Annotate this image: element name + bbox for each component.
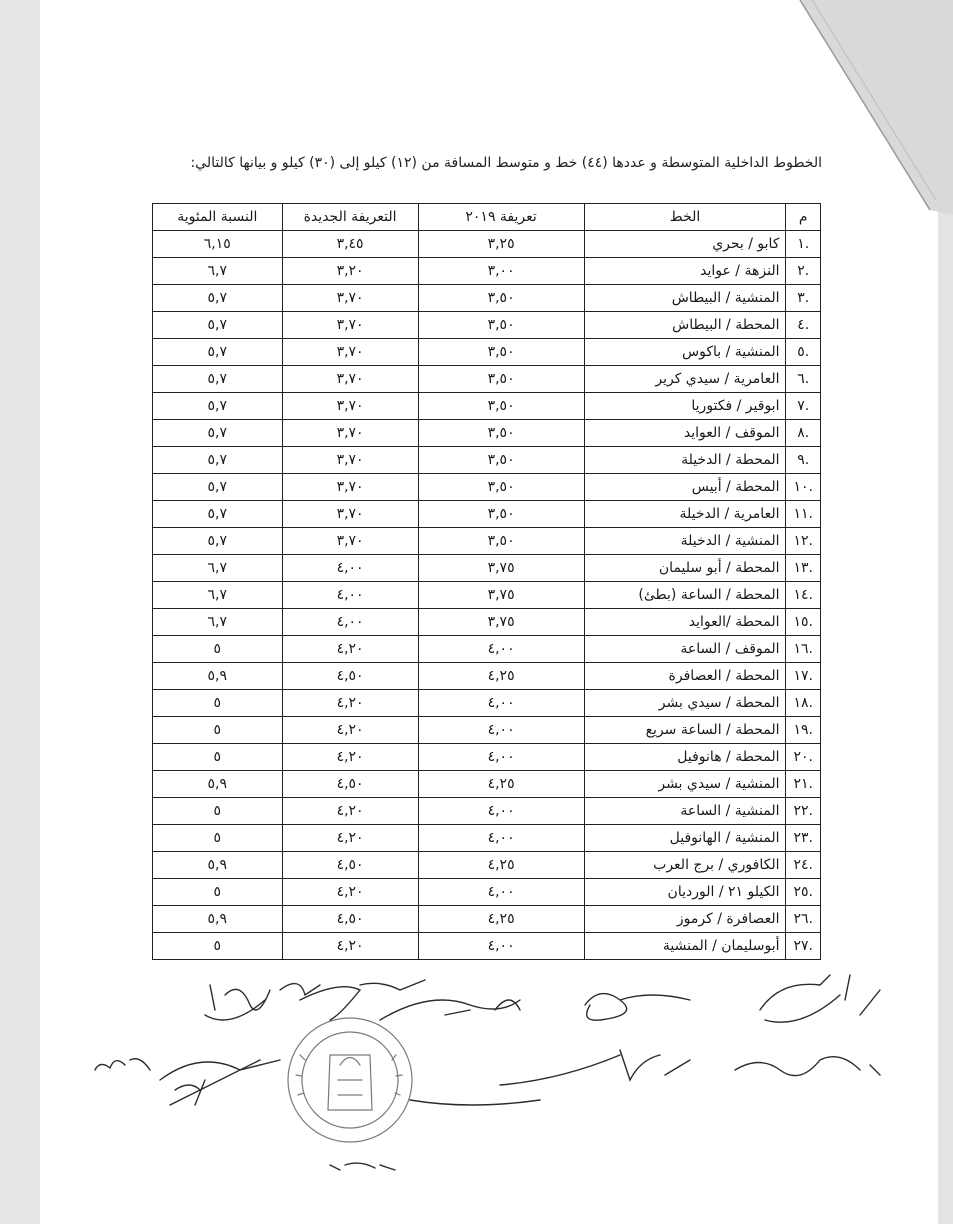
- row-number: .٤: [786, 312, 821, 339]
- row-fare-2019: ٤,٠٠: [418, 798, 584, 825]
- row-fare-2019: ٤,٠٠: [418, 636, 584, 663]
- row-percentage: ٥,٧: [153, 447, 283, 474]
- row-number: .١١: [786, 501, 821, 528]
- row-percentage: ٥,٧: [153, 339, 283, 366]
- row-new-fare: ٣,٧٠: [282, 285, 418, 312]
- row-line-name: العامرية / الدخيلة: [584, 501, 786, 528]
- table-row: [153, 285, 821, 312]
- row-new-fare: ٤,٠٠: [282, 582, 418, 609]
- row-number: .٢: [786, 258, 821, 285]
- row-line-name: المحطة / أبو سليمان: [584, 555, 786, 582]
- table-row: [153, 744, 821, 771]
- table-row: [153, 528, 821, 555]
- table-row: [153, 609, 821, 636]
- table-row: [153, 906, 821, 933]
- row-number: .٢٤: [786, 852, 821, 879]
- row-percentage: ٥: [153, 933, 283, 960]
- row-fare-2019: ٣,٥٠: [418, 366, 584, 393]
- signatures-and-seal: [0, 960, 953, 1200]
- row-new-fare: ٤,٢٠: [282, 690, 418, 717]
- row-number: .١٦: [786, 636, 821, 663]
- row-number: .١٠: [786, 474, 821, 501]
- row-line-name: النزهة / عوايد: [584, 258, 786, 285]
- header-fare-2019: تعريفة ٢٠١٩: [418, 204, 584, 231]
- row-new-fare: ٣,٤٥: [282, 231, 418, 258]
- row-line-name: المحطة / هانوفيل: [584, 744, 786, 771]
- row-number: .١٨: [786, 690, 821, 717]
- table-row: [153, 636, 821, 663]
- row-new-fare: ٣,٧٠: [282, 339, 418, 366]
- table-row: [153, 717, 821, 744]
- row-new-fare: ٣,٧٠: [282, 447, 418, 474]
- table-row: [153, 501, 821, 528]
- row-new-fare: ٣,٧٠: [282, 366, 418, 393]
- row-fare-2019: ٤,٠٠: [418, 933, 584, 960]
- fare-table: [152, 203, 821, 960]
- row-line-name: المحطة / العصافرة: [584, 663, 786, 690]
- row-number: .١٣: [786, 555, 821, 582]
- row-line-name: المحطة / الدخيلة: [584, 447, 786, 474]
- header-percentage: النسبة المئوية: [153, 204, 283, 231]
- row-number: .٥: [786, 339, 821, 366]
- row-percentage: ٥: [153, 825, 283, 852]
- row-percentage: ٥: [153, 744, 283, 771]
- table-header-row: [153, 204, 821, 231]
- row-percentage: ٥: [153, 717, 283, 744]
- row-number: .١٩: [786, 717, 821, 744]
- row-line-name: الموقف / الساعة: [584, 636, 786, 663]
- table-row: [153, 933, 821, 960]
- row-number: .١٥: [786, 609, 821, 636]
- row-fare-2019: ٣,٥٠: [418, 312, 584, 339]
- row-number: .٣: [786, 285, 821, 312]
- row-percentage: ٥: [153, 636, 283, 663]
- row-line-name: العامرية / سيدي كرير: [584, 366, 786, 393]
- row-fare-2019: ٣,٥٠: [418, 420, 584, 447]
- row-new-fare: ٤,٢٠: [282, 933, 418, 960]
- row-percentage: ٥: [153, 798, 283, 825]
- row-line-name: الكافوري / برج العرب: [584, 852, 786, 879]
- row-new-fare: ٣,٧٠: [282, 501, 418, 528]
- row-fare-2019: ٣,٧٥: [418, 609, 584, 636]
- row-number: .٢٣: [786, 825, 821, 852]
- row-percentage: ٥,٧: [153, 420, 283, 447]
- row-fare-2019: ٣,٥٠: [418, 339, 584, 366]
- table-row: [153, 231, 821, 258]
- row-number: .٢٦: [786, 906, 821, 933]
- row-percentage: ٥,٩: [153, 771, 283, 798]
- official-seal: [288, 1018, 412, 1142]
- row-fare-2019: ٤,٢٥: [418, 852, 584, 879]
- table-row: [153, 879, 821, 906]
- row-line-name: كابو / بحري: [584, 231, 786, 258]
- table-row: [153, 690, 821, 717]
- row-fare-2019: ٤,٠٠: [418, 744, 584, 771]
- row-number: .٢٧: [786, 933, 821, 960]
- row-percentage: ٥,٧: [153, 501, 283, 528]
- row-percentage: ٥,٧: [153, 474, 283, 501]
- row-line-name: الكيلو ٢١ / الورديان: [584, 879, 786, 906]
- table-row: [153, 447, 821, 474]
- row-percentage: ٦,١٥: [153, 231, 283, 258]
- row-line-name: أبوسليمان / المنشية: [584, 933, 786, 960]
- row-new-fare: ٣,٧٠: [282, 474, 418, 501]
- row-fare-2019: ٣,٥٠: [418, 528, 584, 555]
- row-percentage: ٥,٧: [153, 285, 283, 312]
- row-number: .١٤: [786, 582, 821, 609]
- row-new-fare: ٣,٧٠: [282, 420, 418, 447]
- row-new-fare: ٤,٢٠: [282, 825, 418, 852]
- table-row: [153, 663, 821, 690]
- table-row: [153, 798, 821, 825]
- row-line-name: المحطة / البيطاش: [584, 312, 786, 339]
- table-row: [153, 393, 821, 420]
- row-number: .٨: [786, 420, 821, 447]
- row-new-fare: ٤,٢٠: [282, 717, 418, 744]
- row-percentage: ٥: [153, 690, 283, 717]
- row-fare-2019: ٣,٧٥: [418, 555, 584, 582]
- row-fare-2019: ٤,٠٠: [418, 879, 584, 906]
- table-row: [153, 312, 821, 339]
- row-fare-2019: ٤,٠٠: [418, 825, 584, 852]
- row-percentage: ٥,٧: [153, 393, 283, 420]
- row-new-fare: ٤,٠٠: [282, 609, 418, 636]
- document-heading: الخطوط الداخلية المتوسطة و عددها (٤٤) خط و متوسط المسافة من (١٢) كيلو إلى (٣٠) كيلو و بيانها كالتالي:: [190, 155, 822, 171]
- row-new-fare: ٤,٥٠: [282, 906, 418, 933]
- header-number: م: [786, 204, 821, 231]
- row-fare-2019: ٤,٠٠: [418, 717, 584, 744]
- row-percentage: ٥,٩: [153, 663, 283, 690]
- row-number: .٧: [786, 393, 821, 420]
- row-fare-2019: ٤,٢٥: [418, 771, 584, 798]
- table-row: [153, 339, 821, 366]
- row-percentage: ٦,٧: [153, 258, 283, 285]
- row-fare-2019: ٣,٥٠: [418, 393, 584, 420]
- row-number: .٢١: [786, 771, 821, 798]
- row-line-name: الموقف / العوايد: [584, 420, 786, 447]
- row-percentage: ٥,٩: [153, 852, 283, 879]
- row-new-fare: ٤,٢٠: [282, 798, 418, 825]
- table-row: [153, 852, 821, 879]
- row-number: .٢٢: [786, 798, 821, 825]
- row-new-fare: ٤,٢٠: [282, 879, 418, 906]
- row-percentage: ٥,٧: [153, 312, 283, 339]
- row-percentage: ٦,٧: [153, 555, 283, 582]
- row-fare-2019: ٣,٥٠: [418, 285, 584, 312]
- row-fare-2019: ٤,٢٥: [418, 906, 584, 933]
- row-line-name: المنشية / البيطاش: [584, 285, 786, 312]
- header-new-fare: التعريفة الجديدة: [282, 204, 418, 231]
- row-number: .٢٠: [786, 744, 821, 771]
- row-fare-2019: ٣,٥٠: [418, 447, 584, 474]
- row-fare-2019: ٤,٠٠: [418, 690, 584, 717]
- table-row: [153, 474, 821, 501]
- table-row: [153, 582, 821, 609]
- row-line-name: المنشية / باكوس: [584, 339, 786, 366]
- header-line: الخط: [584, 204, 786, 231]
- row-number: .٦: [786, 366, 821, 393]
- row-line-name: المحطة / الساعة سريع: [584, 717, 786, 744]
- row-fare-2019: ٣,٥٠: [418, 501, 584, 528]
- row-percentage: ٥,٧: [153, 528, 283, 555]
- table-row: [153, 555, 821, 582]
- table-row: [153, 258, 821, 285]
- table-row: [153, 825, 821, 852]
- row-line-name: المحطة /العوايد: [584, 609, 786, 636]
- row-line-name: المنشية / سيدي بشر: [584, 771, 786, 798]
- row-line-name: المحطة / سيدي بشر: [584, 690, 786, 717]
- row-number: .١: [786, 231, 821, 258]
- row-percentage: ٥,٩: [153, 906, 283, 933]
- table-row: [153, 420, 821, 447]
- row-new-fare: ٤,٠٠: [282, 555, 418, 582]
- row-percentage: ٦,٧: [153, 609, 283, 636]
- row-new-fare: ٣,٢٠: [282, 258, 418, 285]
- row-new-fare: ٣,٧٠: [282, 528, 418, 555]
- row-number: .١٧: [786, 663, 821, 690]
- table-row: [153, 771, 821, 798]
- row-line-name: المنشية / الهانوفيل: [584, 825, 786, 852]
- row-line-name: المحطة / أبيس: [584, 474, 786, 501]
- table-row: [153, 366, 821, 393]
- row-fare-2019: ٣,٠٠: [418, 258, 584, 285]
- row-fare-2019: ٣,٢٥: [418, 231, 584, 258]
- row-number: .٢٥: [786, 879, 821, 906]
- row-fare-2019: ٤,٢٥: [418, 663, 584, 690]
- row-new-fare: ٣,٧٠: [282, 393, 418, 420]
- row-fare-2019: ٣,٥٠: [418, 474, 584, 501]
- row-line-name: ابوقير / فكتوريا: [584, 393, 786, 420]
- row-new-fare: ٤,٢٠: [282, 744, 418, 771]
- row-line-name: المنشية / الدخيلة: [584, 528, 786, 555]
- row-new-fare: ٤,٥٠: [282, 663, 418, 690]
- row-line-name: المحطة / الساعة (بطئ): [584, 582, 786, 609]
- row-percentage: ٦,٧: [153, 582, 283, 609]
- row-percentage: ٥: [153, 879, 283, 906]
- row-number: .١٢: [786, 528, 821, 555]
- row-fare-2019: ٣,٧٥: [418, 582, 584, 609]
- row-number: .٩: [786, 447, 821, 474]
- row-percentage: ٥,٧: [153, 366, 283, 393]
- row-new-fare: ٣,٧٠: [282, 312, 418, 339]
- row-new-fare: ٤,٢٠: [282, 636, 418, 663]
- row-line-name: المنشية / الساعة: [584, 798, 786, 825]
- handwritten-signature: [95, 975, 880, 1170]
- row-line-name: العصافرة / كرموز: [584, 906, 786, 933]
- row-new-fare: ٤,٥٠: [282, 852, 418, 879]
- row-new-fare: ٤,٥٠: [282, 771, 418, 798]
